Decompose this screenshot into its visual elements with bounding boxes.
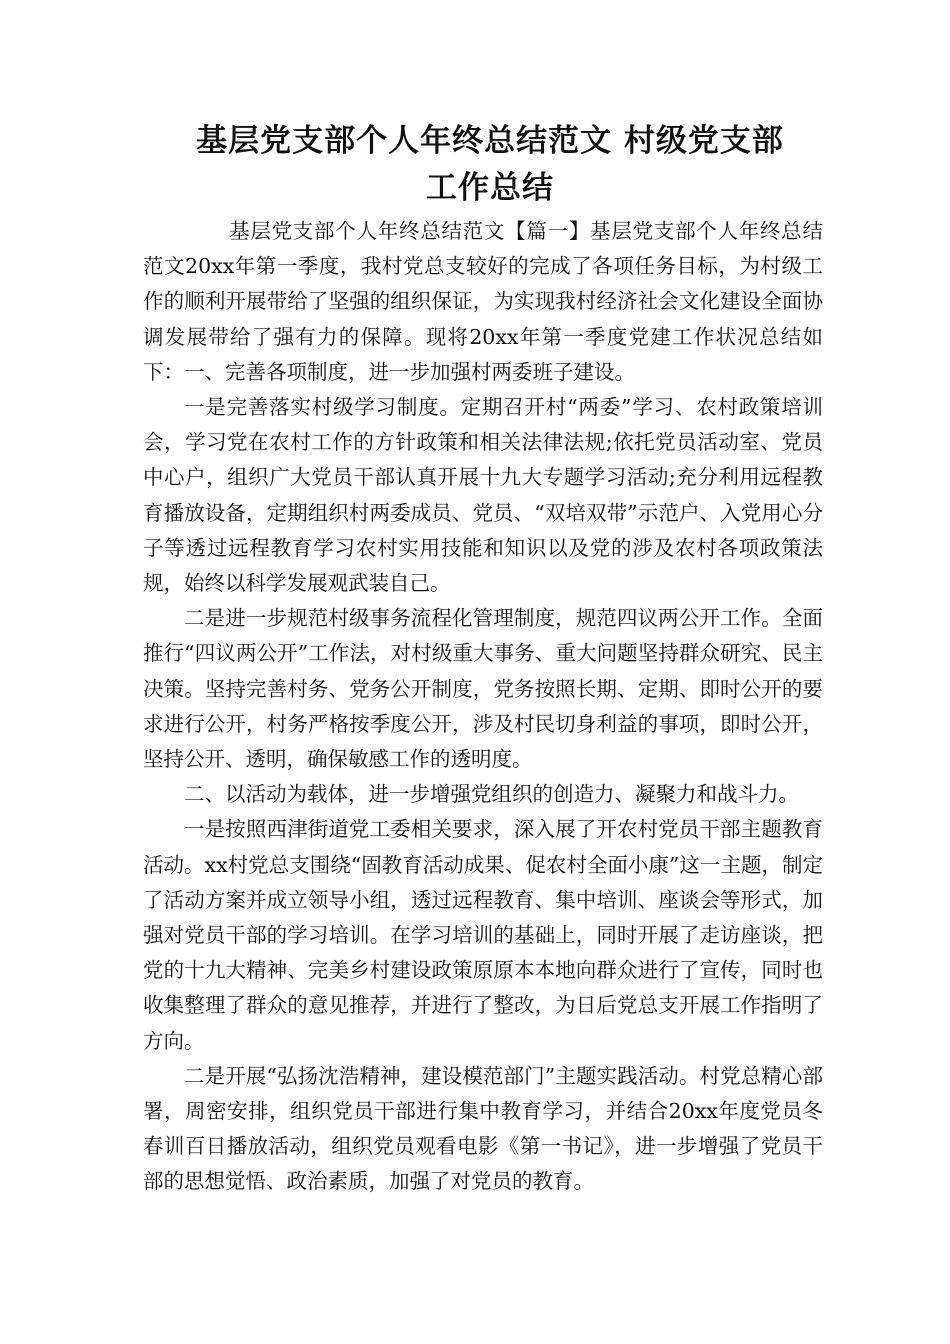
paragraph: 一是完善落实村级学习制度。定期召开村“两委”学习、农村政策培训会，学习党在农村工作的方针政策和相关法律法规;依托党员活动室、党员中心户，组织广大党员干部认真开展十九大专题学习活动;充分利用远程教育播放设备，定期组织村两委成员、党员、“双培双带”示范户、入党用心分子等透过远程教育学习农村实用技能和知识以及党的涉及农村各项政策法规，始终以科学发展观武装自己。 [143, 395, 823, 596]
paragraph: 二是开展“弘扬沈浩精神，建设模范部门”主题实践活动。村党总精心部署，周密安排，组织党员干部进行集中教育学习，并结合20xx年度党员冬春训百日播放活动，组织党员观看电影《第一书记》，进一步增强了党员干部的思想觉悟、政治素质，加强了对党员的教育。 [143, 1063, 823, 1194]
paragraph: 基层党支部个人年终总结范文【篇一】基层党支部个人年终总结范文20xx年第一季度，我村党总支较好的完成了各项任务目标，为村级工作的顺利开展带给了坚强的组织保证，为实现我村经济社会文化建设全面协调发展带给了强有力的保障。现将20xx年第一季度党建工作状况总结如下：一、完善各项制度，进一步加强村两委班子建设。 [143, 219, 823, 384]
paragraph: 二、以活动为载体，进一步增强党组织的创造力、凝聚力和战斗力。 [184, 782, 799, 807]
paragraph: 二是进一步规范村级事务流程化管理制度，规范四议两公开工作。全面推行“四议两公开”工作法，对村级重大事务、重大问题坚持群众研究、民主决策。坚持完善村务、党务公开制度，党务按照长期、定期、即时公开的要求进行公开，村务严格按季度公开，涉及村民切身利益的事项，即时公开，坚持公开、透明，确保敏感工作的透明度。 [143, 606, 823, 772]
document-body [143, 214, 823, 1200]
paragraph: 一是按照西津街道党工委相关要求，深入展了开农村党员干部主题教育活动。xx村党总支围绕“固教育活动成果、促农村全面小康”这一主题，制定了活动方案并成立领导小组，透过远程教育、集中培训、座谈会等形式，加强对党员干部的学习培训。在学习培训的基础上，同时开展了走访座谈，把党的十九大精神、完美乡村建设政策原原本本地向群众进行了宣传，同时也收集整理了群众的意见推荐，并进行了整改，为日后党总支开展工作指明了方向。 [143, 817, 823, 1053]
document-title [140, 118, 840, 212]
title-line-2: 工作总结 [426, 170, 554, 206]
title-line-1: 基层党支部个人年终总结范文 村级党支部 [196, 123, 784, 159]
